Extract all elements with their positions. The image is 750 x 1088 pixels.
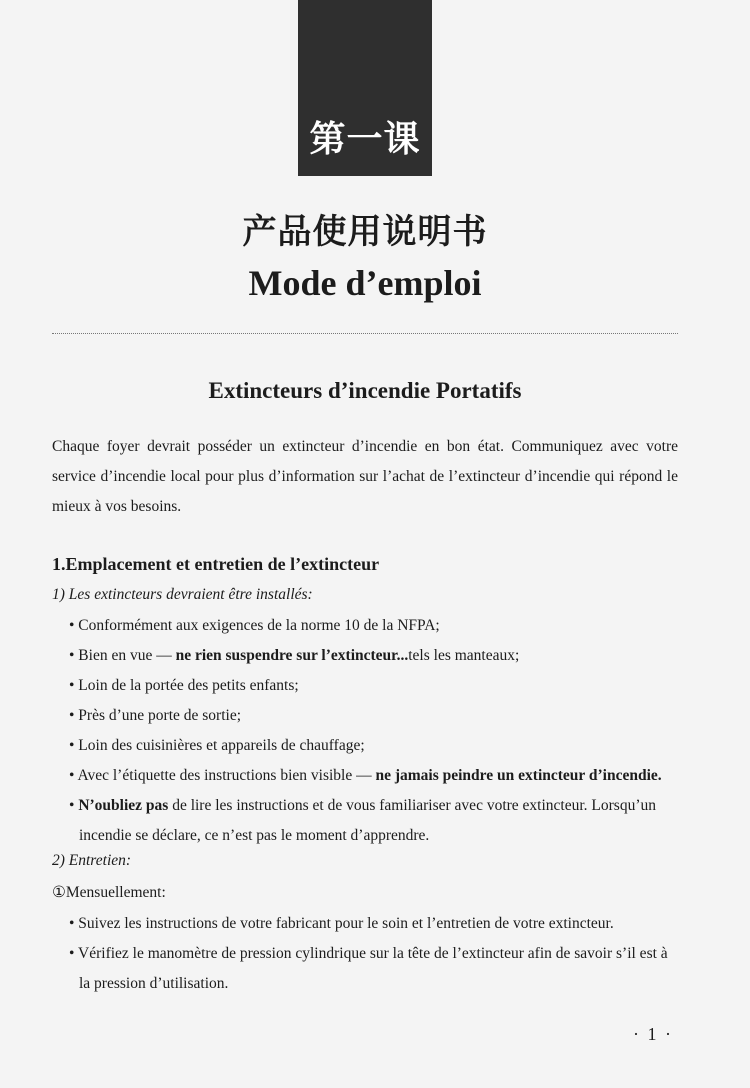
list-item-text: tels les manteaux; <box>408 647 520 664</box>
page-number: · 1 · <box>633 1024 673 1044</box>
list-item: • Suivez les instructions de votre fabricant pour le soin et l’entretien de votre extincteur. <box>69 915 614 932</box>
monthly-label: ①Mensuellement: <box>52 884 166 901</box>
list-item <box>69 791 678 851</box>
dotted-divider <box>52 333 678 334</box>
list-item: • Loin de la portée des petits enfants; <box>69 677 299 694</box>
list-item-bold: N’oubliez pas <box>78 797 169 814</box>
list-item: • Loin des cuisinières et appareils de chauffage; <box>69 737 365 754</box>
list-item-text: • Bien en vue — <box>69 647 176 664</box>
list-item <box>69 761 678 791</box>
list-item: • Près d’une porte de sortie; <box>69 707 242 724</box>
list-item-text: • Avec l’étiquette des instructions bien visible — <box>69 767 376 784</box>
subheading-installation: 1) Les extincteurs devraient être installés: <box>52 586 313 603</box>
list-item-bold: ne jamais peindre un extincteur d’incendie. <box>375 767 662 784</box>
heading-emplacement: 1.Emplacement et entretien de l’extincteur <box>52 554 380 574</box>
subheading-entretien: 2) Entretien: <box>52 852 132 869</box>
lesson-label: 第一课 <box>309 119 421 160</box>
list-item: • Vérifiez le manomètre de pression cylindrique sur la tête de l’extincteur afin de savoir s’il est à la pression d’utilisation. <box>69 945 668 992</box>
list-item <box>69 641 678 671</box>
intro-paragraph: Chaque foyer devrait posséder un extincteur d’incendie en bon état. Communiquez avec votre service d’incendie local pour plus d’information sur l’achat de l’extincteur d’incendie qui répond le mieux à vos besoins. <box>52 438 678 515</box>
title-chinese: 产品使用说明书 <box>242 212 488 252</box>
section-title: Extincteurs d’incendie Portatifs <box>208 378 522 403</box>
list-item-text: de lire les instructions et de vous familiariser avec votre extincteur. Lorsqu’un incendie se déclare, ce n’est pas le moment d’apprendre. <box>79 797 656 844</box>
list-item: • Conformément aux exigences de la norme 10 de la NFPA; <box>69 617 440 634</box>
title-french: Mode d’emploi <box>248 263 482 303</box>
lesson-banner <box>298 0 432 176</box>
list-item-text: • <box>69 797 79 814</box>
list-item-bold: ne rien suspendre sur l’extincteur... <box>175 647 409 664</box>
